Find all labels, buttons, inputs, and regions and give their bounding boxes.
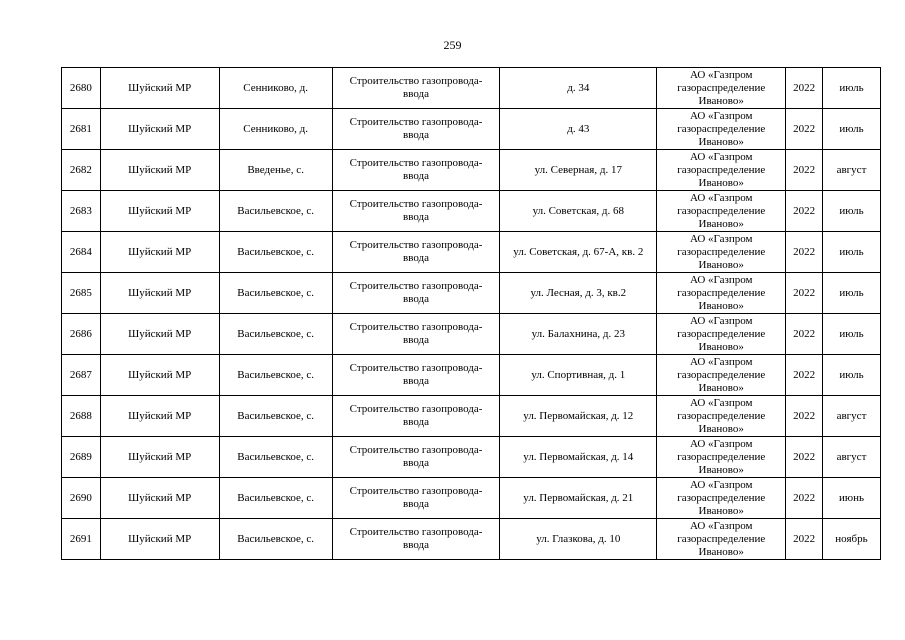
month-cell: ноябрь [822,519,880,560]
row-number-cell: 2691 [62,519,101,560]
work-type-line: ввода [403,416,430,428]
municipality-cell: Шуйский МР [100,109,219,150]
organization-line: Иваново» [698,545,744,558]
page-number: 259 [443,38,462,52]
organization-line: газораспределение [677,327,766,340]
work-type-cell [332,150,500,191]
locality-cell: Введенье, с. [219,150,332,191]
municipality-cell: Шуйский МР [100,478,219,519]
work-type-cell [332,273,500,314]
locality-cell: Васильевское, с. [219,478,332,519]
month-cell: июль [822,68,880,109]
year-cell: 2022 [786,519,823,560]
organization-line: Иваново» [698,94,744,107]
month-cell: август [822,437,880,478]
year-cell: 2022 [786,396,823,437]
municipality-cell: Шуйский МР [100,355,219,396]
work-type-cell [332,478,500,519]
year-cell: 2022 [786,68,823,109]
year-cell: 2022 [786,109,823,150]
organization-line: АО «Газпром [689,396,753,409]
address-cell: ул. Первомайская, д. 12 [500,396,657,437]
table-body [62,68,881,560]
table-row [62,109,881,150]
work-type-line: Строительство газопровода- [349,239,483,251]
locality-cell: Васильевское, с. [219,355,332,396]
municipality-cell: Шуйский МР [100,519,219,560]
work-type-line: ввода [403,457,430,469]
work-type-line: Строительство газопровода- [349,526,483,538]
organization-line: Иваново» [698,340,744,353]
month-cell: июнь [822,478,880,519]
year-cell: 2022 [786,314,823,355]
row-number-cell: 2686 [62,314,101,355]
work-type-cell [332,232,500,273]
organization-cell [657,232,786,273]
municipality-cell: Шуйский МР [100,68,219,109]
locality-cell: Васильевское, с. [219,314,332,355]
organization-line: газораспределение [677,286,766,299]
table-row [62,232,881,273]
work-type-line: Строительство газопровода- [349,362,483,374]
organization-cell [657,519,786,560]
work-type-cell [332,519,500,560]
organization-line: газораспределение [677,450,766,463]
year-cell: 2022 [786,150,823,191]
table-row [62,273,881,314]
organization-line: АО «Газпром [689,314,753,327]
work-type-line: ввода [403,334,430,346]
address-cell: ул. Первомайская, д. 21 [500,478,657,519]
row-number-cell: 2689 [62,437,101,478]
organization-line: АО «Газпром [689,273,753,286]
work-type-line: Строительство газопровода- [349,485,483,497]
locality-cell: Васильевское, с. [219,232,332,273]
month-cell: июль [822,109,880,150]
municipality-cell: Шуйский МР [100,437,219,478]
month-cell: август [822,150,880,191]
month-cell: июль [822,191,880,232]
work-type-cell [332,68,500,109]
table-row [62,478,881,519]
municipality-cell: Шуйский МР [100,396,219,437]
table-row [62,519,881,560]
work-type-line: ввода [403,375,430,387]
work-type-line: ввода [403,211,430,223]
address-cell: д. 43 [500,109,657,150]
locality-cell: Васильевское, с. [219,519,332,560]
registry-table [61,67,881,560]
address-cell: ул. Северная, д. 17 [500,150,657,191]
organization-line: АО «Газпром [689,355,753,368]
organization-line: Иваново» [698,135,744,148]
organization-line: газораспределение [677,368,766,381]
year-cell: 2022 [786,273,823,314]
work-type-line: Строительство газопровода- [349,198,483,210]
organization-line: АО «Газпром [689,519,753,532]
organization-line: газораспределение [677,81,766,94]
address-cell: ул. Первомайская, д. 14 [500,437,657,478]
work-type-line: Строительство газопровода- [349,280,483,292]
organization-line: АО «Газпром [689,109,753,122]
organization-line: АО «Газпром [689,232,753,245]
year-cell: 2022 [786,191,823,232]
row-number-cell: 2681 [62,109,101,150]
locality-cell: Сенниково, д. [219,68,332,109]
work-type-line: ввода [403,129,430,141]
organization-cell [657,191,786,232]
table-row [62,191,881,232]
table-row [62,150,881,191]
month-cell: июль [822,232,880,273]
work-type-cell [332,314,500,355]
row-number-cell: 2683 [62,191,101,232]
organization-line: Иваново» [698,422,744,435]
organization-cell [657,396,786,437]
table-row [62,437,881,478]
work-type-cell [332,191,500,232]
organization-line: Иваново» [698,258,744,271]
municipality-cell: Шуйский МР [100,191,219,232]
organization-cell [657,68,786,109]
organization-line: АО «Газпром [689,68,753,81]
locality-cell: Васильевское, с. [219,437,332,478]
work-type-line: Строительство газопровода- [349,116,483,128]
municipality-cell: Шуйский МР [100,232,219,273]
organization-line: Иваново» [698,463,744,476]
organization-line: АО «Газпром [689,437,753,450]
locality-cell: Сенниково, д. [219,109,332,150]
locality-cell: Васильевское, с. [219,396,332,437]
work-type-line: Строительство газопровода- [349,444,483,456]
municipality-cell: Шуйский МР [100,150,219,191]
organization-cell [657,109,786,150]
table-row [62,396,881,437]
municipality-cell: Шуйский МР [100,273,219,314]
month-cell: июль [822,355,880,396]
work-type-line: Строительство газопровода- [349,157,483,169]
work-type-cell [332,396,500,437]
work-type-line: ввода [403,293,430,305]
organization-line: газораспределение [677,532,766,545]
row-number-cell: 2685 [62,273,101,314]
address-cell: ул. Советская, д. 68 [500,191,657,232]
organization-cell [657,437,786,478]
organization-cell [657,355,786,396]
organization-line: АО «Газпром [689,478,753,491]
row-number-cell: 2680 [62,68,101,109]
address-cell: ул. Балахнина, д. 23 [500,314,657,355]
table-row [62,355,881,396]
organization-line: Иваново» [698,381,744,394]
work-type-cell [332,355,500,396]
municipality-cell: Шуйский МР [100,314,219,355]
organization-cell [657,314,786,355]
organization-cell [657,273,786,314]
address-cell: д. 34 [500,68,657,109]
organization-line: АО «Газпром [689,150,753,163]
work-type-line: ввода [403,498,430,510]
work-type-line: ввода [403,539,430,551]
address-cell: ул. Советская, д. 67-А, кв. 2 [500,232,657,273]
locality-cell: Васильевское, с. [219,191,332,232]
table-row [62,68,881,109]
organization-line: газораспределение [677,491,766,504]
organization-line: Иваново» [698,176,744,189]
year-cell: 2022 [786,478,823,519]
work-type-line: Строительство газопровода- [349,75,483,87]
month-cell: август [822,396,880,437]
organization-line: газораспределение [677,122,766,135]
organization-line: газораспределение [677,409,766,422]
row-number-cell: 2682 [62,150,101,191]
address-cell: ул. Глазкова, д. 10 [500,519,657,560]
organization-line: АО «Газпром [689,191,753,204]
address-cell: ул. Лесная, д. 3, кв.2 [500,273,657,314]
year-cell: 2022 [786,355,823,396]
work-type-cell [332,437,500,478]
row-number-cell: 2687 [62,355,101,396]
address-cell: ул. Спортивная, д. 1 [500,355,657,396]
work-type-line: ввода [403,170,430,182]
organization-line: Иваново» [698,217,744,230]
work-type-line: Строительство газопровода- [349,403,483,415]
work-type-line: ввода [403,88,430,100]
locality-cell: Васильевское, с. [219,273,332,314]
table-row [62,314,881,355]
year-cell: 2022 [786,232,823,273]
month-cell: июль [822,314,880,355]
row-number-cell: 2690 [62,478,101,519]
row-number-cell: 2688 [62,396,101,437]
organization-line: Иваново» [698,299,744,312]
organization-line: газораспределение [677,204,766,217]
organization-cell [657,478,786,519]
organization-cell [657,150,786,191]
work-type-line: ввода [403,252,430,264]
organization-line: газораспределение [677,245,766,258]
organization-line: газораспределение [677,163,766,176]
month-cell: июль [822,273,880,314]
row-number-cell: 2684 [62,232,101,273]
year-cell: 2022 [786,437,823,478]
organization-line: Иваново» [698,504,744,517]
work-type-line: Строительство газопровода- [349,321,483,333]
work-type-cell [332,109,500,150]
